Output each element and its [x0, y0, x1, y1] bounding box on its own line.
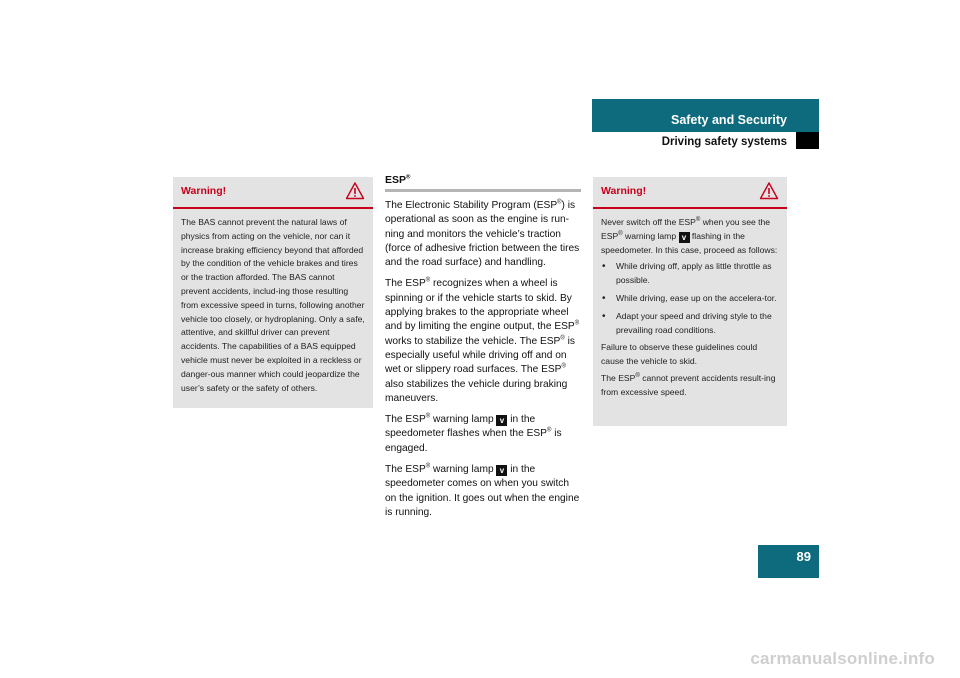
- warning-failure-text: Failure to observe these guidelines could cause the vehicle to skid.: [601, 342, 758, 367]
- text: Never switch off the ESP: [601, 217, 696, 227]
- reg-mark: ®: [425, 413, 431, 420]
- footer-watermark: carmanualsonline.info: [750, 649, 935, 668]
- section-title: Safety and Security: [670, 113, 787, 127]
- reg-mark: ®: [618, 230, 623, 237]
- reg-mark: ®: [425, 278, 431, 285]
- esp-warning-lamp-icon: v: [496, 465, 507, 476]
- esp-paragraph-4: [385, 463, 581, 520]
- reg-mark: ®: [557, 199, 562, 206]
- esp-heading-text: ESP: [385, 174, 407, 186]
- text: cannot prevent accidents result-ing from excessive speed.: [601, 372, 776, 397]
- warning-bullet-list: [601, 260, 779, 337]
- esp-warning-lamp-icon: v: [679, 232, 690, 243]
- text: also stabilizes the vehicle during braking maneuvers.: [385, 378, 568, 404]
- warning-body: [173, 209, 373, 406]
- text: flashing in the speedometer. In this case, proceed as follows:: [601, 230, 778, 255]
- text: The ESP: [601, 372, 636, 383]
- subsection-title: Driving safety systems: [661, 136, 787, 148]
- list-item: • While driving off, apply as little throttle as possible.: [601, 260, 779, 288]
- text: works to stabilize the vehicle. The ESP: [385, 335, 561, 347]
- reg-mark: ®: [561, 363, 566, 370]
- text: is especially useful while driving off and on wet or slippery road surfaces. The ESP: [385, 335, 575, 376]
- text: warning lamp: [430, 414, 497, 426]
- page-number-box: [758, 545, 819, 578]
- text: The ESP: [385, 464, 426, 476]
- reg-mark: ®: [635, 373, 640, 380]
- warning-triangle-icon: [345, 181, 365, 201]
- text: The ESP: [385, 414, 426, 426]
- warning-title: Warning!: [601, 185, 647, 197]
- reg-mark: ®: [574, 320, 580, 327]
- reg-mark: ®: [406, 174, 411, 181]
- esp-paragraph-2: [385, 277, 581, 406]
- text: The Electronic Stability Program (ESP: [385, 200, 558, 211]
- warning-body: [593, 209, 787, 411]
- section-header: [592, 99, 819, 132]
- esp-paragraph-1: [385, 199, 581, 270]
- warning-header: [173, 177, 373, 209]
- text: in the speedometer flashes when the ESP: [385, 414, 547, 440]
- warning-box-bas: [173, 177, 373, 408]
- page-number: 89: [796, 549, 811, 564]
- warning-text: The BAS cannot prevent the natural laws of physics from acting on the vehicle, nor can it increase braking efficiency beyond that afforded by the condition of the vehicle brakes and tires or the traction afforded. The BAS cannot prevent accidents, includ-ing those resulting from excessive speed in turns, following another vehicle too closely, or hydroplaning. Only a safe, attentive, and skillful driver can prevent accidents. The capabilities of a BAS equipped vehicle must never be exploited in a reckless or danger-ous manner which could jeopardize the user’s safety or the safety of others.: [181, 217, 365, 393]
- text: The ESP: [385, 278, 426, 290]
- text: when you see the ESP: [601, 217, 771, 241]
- esp-heading: [385, 174, 581, 192]
- text: recognizes when a wheel is spinning or if the vehicle starts to skid. By applying brakes to the appropriate wheel and by limiting the engine output, the ESP: [385, 278, 575, 333]
- warning-title: Warning!: [181, 185, 227, 197]
- text: ) is operational as soon as the engine is run-ning and monitors the vehicle’s traction (force of adhesive friction between the tires and the road surface) and handling.: [385, 200, 580, 269]
- warning-triangle-icon: [759, 181, 779, 201]
- subsection-header: [592, 132, 819, 150]
- text: warning lamp: [622, 230, 679, 241]
- esp-warning-lamp-icon: v: [496, 415, 507, 426]
- section-marker: [796, 132, 819, 149]
- text: warning lamp: [430, 464, 497, 476]
- esp-section: [385, 174, 581, 520]
- warning-intro: [601, 216, 779, 257]
- list-item: • While driving, ease up on the accelera-tor.: [601, 292, 779, 306]
- reg-mark: ®: [695, 217, 701, 224]
- reg-mark: ®: [546, 428, 552, 435]
- warning-header: [593, 177, 787, 209]
- reg-mark: ®: [560, 335, 565, 342]
- text: in the speedometer comes on when you switch on the ignition. It goes out when the engine is running.: [385, 464, 580, 518]
- warning-final-text: [601, 372, 779, 400]
- esp-paragraph-3: [385, 413, 581, 456]
- reg-mark: ®: [425, 463, 431, 470]
- warning-box-esp: [593, 177, 787, 426]
- list-item: • Adapt your speed and driving style to the prevailing road conditions.: [601, 310, 779, 338]
- text: is engaged.: [385, 428, 562, 454]
